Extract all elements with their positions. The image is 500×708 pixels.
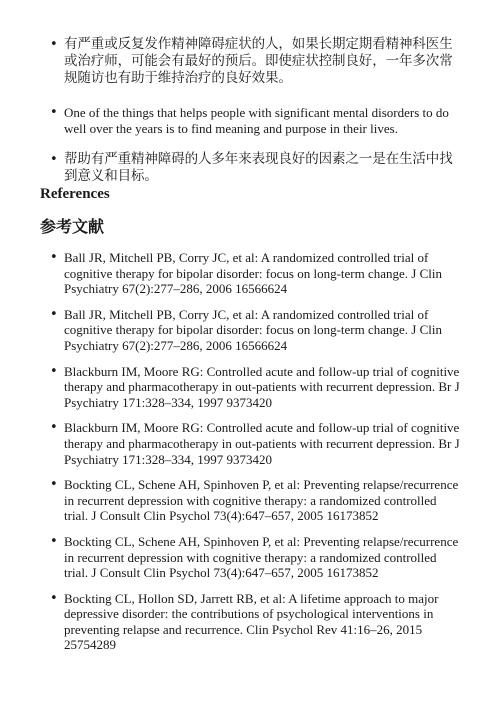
bullet-marker: • (50, 152, 58, 168)
reference-text: Blackburn IM, Moore RG: Controlled acute and follow-up trial of cognitive therapy and pharmacotherapy in out-patients with recurrent depression. Br J Psychiatry 171:328–334, 1997 9373420 (64, 420, 460, 467)
reference-item (0, 591, 500, 653)
bullet-marker: • (50, 363, 58, 379)
reference-list (0, 250, 500, 663)
list-item-text: 有严重或反复发作精神障碍症状的人，如果长期定期看精神科医生或治疗师，可能会有最好的预后。即使症状控制良好，一年多次常规随访也有助于维持治疗的良好效果。 (64, 36, 453, 86)
list-item-text: 帮助有严重精神障碍的人多年来表现良好的因素之一是在生活中找到意义和目标。 (64, 151, 453, 185)
bullet-marker: • (50, 306, 58, 322)
bullet-marker: • (50, 37, 58, 52)
reference-text: Bockting CL, Hollon SD, Jarrett RB, et al: A lifetime approach to major depressive disorder: the contributions of psychological interventions in preventing relapse and recurrence. Clin Psychol Rev 41:16–26, 2015 25754289 (64, 590, 439, 653)
bullet-marker: • (50, 250, 58, 265)
references-heading-chinese: 参考文献 (40, 217, 105, 236)
reference-item (0, 307, 500, 354)
reference-text: Blackburn IM, Moore RG: Controlled acute and follow-up trial of cognitive therapy and pharmacotherapy in out-patients with recurrent depression. Br J Psychiatry 171:328–334, 1997 9373420 (64, 363, 460, 410)
bullet-marker: • (50, 420, 58, 436)
reference-item (0, 250, 500, 297)
list-item (0, 105, 500, 136)
reference-text: Ball JR, Mitchell PB, Corry JC, et al: A randomized controlled trial of cognitive therapy for bipolar disorder: focus on long-term change. J Clin Psychiatry 67(2):277–286, 2006 16566624 (64, 250, 442, 297)
summary-bullet-list (0, 36, 500, 185)
reference-text: Bockting CL, Schene AH, Spinhoven P, et al: Preventing relapse/recurrence in recurrent depression with cognitive therapy: a randomized controlled trial. J Consult Clin Psychol 73(4):647–657, 2005 16173852 (64, 533, 459, 581)
bullet-marker: • (50, 105, 58, 120)
list-item (0, 151, 500, 185)
reference-item (0, 534, 500, 581)
bullet-marker: • (50, 533, 58, 549)
list-item-text: One of the things that helps people with significant mental disorders to do well over the years is to find meaning and purpose in their lives. (64, 105, 449, 136)
reference-item (0, 477, 500, 524)
list-item (0, 36, 500, 87)
reference-item (0, 420, 500, 467)
references-heading: References (40, 186, 110, 202)
reference-text: Ball JR, Mitchell PB, Corry JC, et al: A randomized controlled trial of cognitive therapy for bipolar disorder: focus on long-term change. J Clin Psychiatry 67(2):277–286, 2006 16566624 (64, 306, 442, 353)
bullet-marker: • (50, 477, 58, 493)
reference-text: Bockting CL, Schene AH, Spinhoven P, et al: Preventing relapse/recurrence in recurrent depression with cognitive therapy: a randomized controlled trial. J Consult Clin Psychol 73(4):647–657, 2005 16173852 (64, 477, 459, 524)
reference-item (0, 364, 500, 411)
bullet-marker: • (50, 590, 58, 606)
